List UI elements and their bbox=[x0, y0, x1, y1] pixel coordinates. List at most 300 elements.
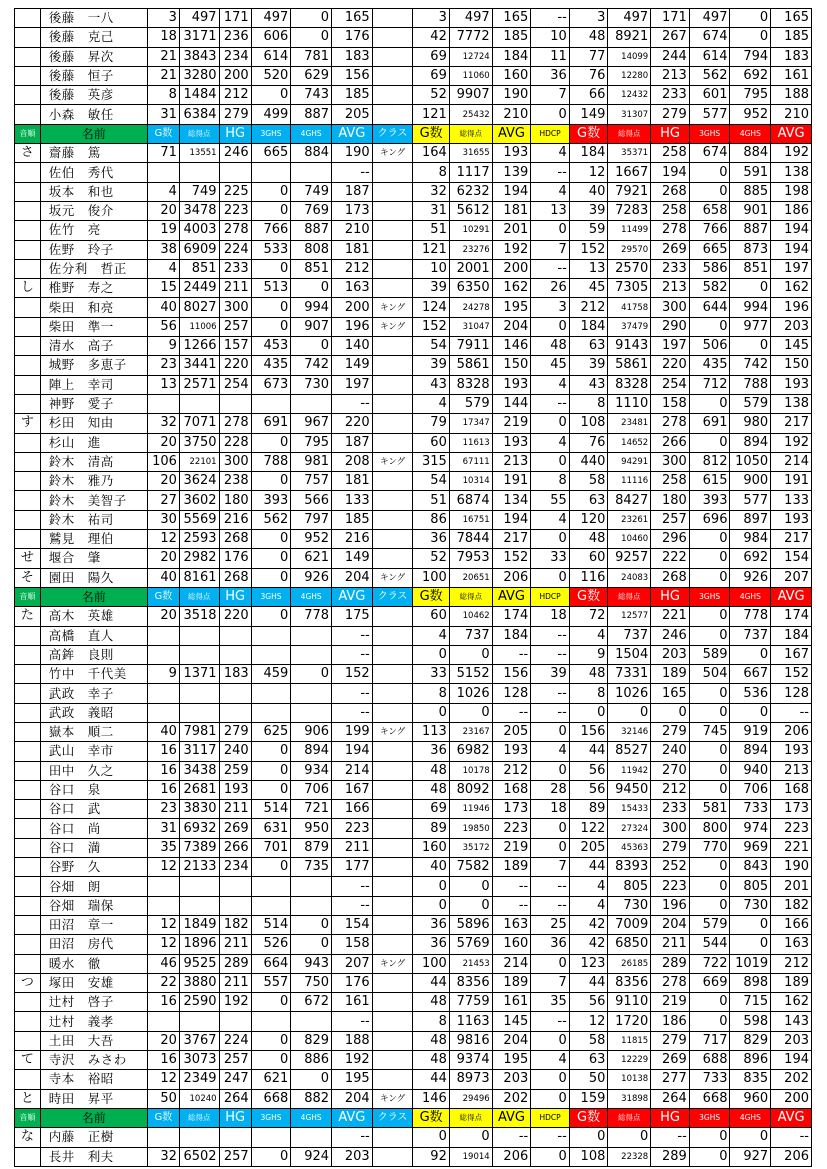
games-3-cell: 63 bbox=[569, 1051, 608, 1070]
total-points-3-cell: 805 bbox=[608, 877, 651, 896]
games-2-cell: 42 bbox=[413, 28, 449, 47]
player-name-cell: 内藤 正樹 bbox=[40, 1128, 147, 1147]
3g-high-series-cell: 0 bbox=[251, 568, 291, 587]
games-cell: 46 bbox=[147, 954, 179, 973]
handicap-cell: -- bbox=[531, 877, 570, 896]
kana-index-cell bbox=[15, 337, 41, 356]
handicap-cell: 0 bbox=[531, 221, 570, 240]
total-points-3-cell: 11942 bbox=[608, 761, 651, 780]
handicap-cell: 0 bbox=[531, 1070, 570, 1089]
kana-index-cell bbox=[15, 201, 41, 220]
games-cell: 12 bbox=[147, 858, 179, 877]
high-game-3-cell: 204 bbox=[651, 915, 690, 934]
header-points-1: 総得点 bbox=[179, 587, 219, 606]
average-2-cell: 210 bbox=[492, 105, 531, 124]
average-cell: 210 bbox=[332, 221, 373, 240]
games-3-cell: 9 bbox=[569, 645, 608, 664]
4g-high-series-cell bbox=[291, 684, 332, 703]
average-3-cell: 198 bbox=[771, 182, 812, 201]
handicap-cell: 26 bbox=[531, 279, 570, 298]
total-points-3-cell: 10460 bbox=[608, 530, 651, 549]
games-2-cell: 60 bbox=[413, 433, 449, 452]
total-points-2-cell: 24278 bbox=[449, 298, 492, 317]
games-3-cell: 42 bbox=[569, 935, 608, 954]
total-points-2-cell: 8973 bbox=[449, 1070, 492, 1089]
3g-high-series-cell bbox=[251, 1128, 291, 1147]
games-cell: 9 bbox=[147, 337, 179, 356]
header-games-2: G数 bbox=[413, 587, 449, 606]
4g-high-series-3-cell: 896 bbox=[730, 1051, 771, 1070]
class-cell bbox=[372, 1012, 413, 1031]
3g-high-series-cell: 701 bbox=[251, 838, 291, 857]
header-points-3: 総得点 bbox=[608, 1108, 651, 1127]
average-cell: 214 bbox=[332, 761, 373, 780]
class-cell bbox=[372, 993, 413, 1012]
high-game-3-cell: 180 bbox=[651, 491, 690, 510]
high-game-3-cell: 290 bbox=[651, 317, 690, 336]
high-game-cell: 269 bbox=[219, 819, 251, 838]
total-points-cell: 2449 bbox=[179, 279, 219, 298]
total-points-3-cell: 8328 bbox=[608, 375, 651, 394]
games-cell: 12 bbox=[147, 1070, 179, 1089]
header-kana: 音順 bbox=[15, 124, 41, 143]
4g-high-series-cell: 952 bbox=[291, 530, 332, 549]
average-2-cell: 190 bbox=[492, 86, 531, 105]
high-game-3-cell: 278 bbox=[651, 414, 690, 433]
handicap-cell: 8 bbox=[531, 472, 570, 491]
table-row bbox=[15, 645, 812, 664]
player-name-cell: 武政 義昭 bbox=[40, 703, 147, 722]
average-3-cell: 150 bbox=[771, 356, 812, 375]
3g-high-series-cell: 0 bbox=[251, 549, 291, 568]
high-game-3-cell: 196 bbox=[651, 896, 690, 915]
4g-high-series-cell bbox=[291, 645, 332, 664]
average-cell: 183 bbox=[332, 47, 373, 66]
header-4ghs-3: 4GHS bbox=[730, 587, 771, 606]
total-points-2-cell: 20651 bbox=[449, 568, 492, 587]
games-cell: 19 bbox=[147, 221, 179, 240]
total-points-cell bbox=[179, 645, 219, 664]
table-row bbox=[15, 356, 812, 375]
3g-high-series-cell: 435 bbox=[251, 356, 291, 375]
games-3-cell: 48 bbox=[569, 530, 608, 549]
games-2-cell: 36 bbox=[413, 935, 449, 954]
average-3-cell: 207 bbox=[771, 568, 812, 587]
total-points-cell: 8027 bbox=[179, 298, 219, 317]
average-cell: 207 bbox=[332, 954, 373, 973]
3g-high-series-cell bbox=[251, 1012, 291, 1031]
total-points-cell: 1266 bbox=[179, 337, 219, 356]
games-2-cell: 152 bbox=[413, 317, 449, 336]
high-game-cell: 259 bbox=[219, 761, 251, 780]
total-points-2-cell: 23276 bbox=[449, 240, 492, 259]
class-cell bbox=[372, 105, 413, 124]
total-points-2-cell: 23167 bbox=[449, 722, 492, 741]
average-2-cell: 219 bbox=[492, 838, 531, 857]
games-cell bbox=[147, 645, 179, 664]
total-points-3-cell: 8921 bbox=[608, 28, 651, 47]
total-points-cell: 3624 bbox=[179, 472, 219, 491]
games-cell: 32 bbox=[147, 414, 179, 433]
handicap-cell: 48 bbox=[531, 337, 570, 356]
header-3ghs-3: 3GHS bbox=[689, 1108, 730, 1127]
class-cell bbox=[372, 761, 413, 780]
games-3-cell: 44 bbox=[569, 858, 608, 877]
average-cell: -- bbox=[332, 645, 373, 664]
4g-high-series-3-cell: 0 bbox=[730, 28, 771, 47]
3g-high-series-3-cell: 582 bbox=[689, 279, 730, 298]
total-points-2-cell: 7772 bbox=[449, 28, 492, 47]
average-cell: 197 bbox=[332, 375, 373, 394]
average-3-cell: 163 bbox=[771, 935, 812, 954]
3g-high-series-3-cell: 0 bbox=[689, 394, 730, 413]
4g-high-series-cell: 769 bbox=[291, 201, 332, 220]
4g-high-series-cell: 808 bbox=[291, 240, 332, 259]
total-points-cell bbox=[179, 163, 219, 182]
total-points-cell: 22101 bbox=[179, 452, 219, 471]
3g-high-series-cell: 514 bbox=[251, 915, 291, 934]
games-2-cell: 121 bbox=[413, 240, 449, 259]
games-cell: 4 bbox=[147, 259, 179, 278]
class-cell: キング bbox=[372, 317, 413, 336]
3g-high-series-cell: 0 bbox=[251, 433, 291, 452]
high-game-cell: 211 bbox=[219, 935, 251, 954]
3g-high-series-3-cell: 722 bbox=[689, 954, 730, 973]
4g-high-series-cell: 730 bbox=[291, 375, 332, 394]
games-cell: 12 bbox=[147, 935, 179, 954]
handicap-cell: -- bbox=[531, 1012, 570, 1031]
games-2-cell: 48 bbox=[413, 761, 449, 780]
header-3ghs-3: 3GHS bbox=[689, 587, 730, 606]
header-4ghs-1: 4GHS bbox=[291, 1108, 332, 1127]
kana-index-cell: と bbox=[15, 1089, 41, 1108]
4g-high-series-3-cell: 894 bbox=[730, 742, 771, 761]
table-row bbox=[15, 896, 812, 915]
average-3-cell: 217 bbox=[771, 530, 812, 549]
games-3-cell: 60 bbox=[569, 549, 608, 568]
games-2-cell: 48 bbox=[413, 780, 449, 799]
header-hg-3: HG bbox=[651, 124, 690, 143]
handicap-cell: -- bbox=[531, 896, 570, 915]
games-cell: 16 bbox=[147, 1051, 179, 1070]
kana-index-cell bbox=[15, 935, 41, 954]
header-games-1: G数 bbox=[147, 124, 179, 143]
class-cell bbox=[372, 394, 413, 413]
kana-index-cell bbox=[15, 9, 41, 28]
table-row bbox=[15, 973, 812, 992]
player-name-cell: 齋藤 篤 bbox=[40, 144, 147, 163]
high-game-3-cell: 222 bbox=[651, 549, 690, 568]
4g-high-series-3-cell: 536 bbox=[730, 684, 771, 703]
4g-high-series-cell: 797 bbox=[291, 510, 332, 529]
high-game-cell bbox=[219, 394, 251, 413]
average-2-cell: 195 bbox=[492, 298, 531, 317]
header-hg-1: HG bbox=[219, 124, 251, 143]
average-3-cell: 162 bbox=[771, 993, 812, 1012]
total-points-3-cell: 45363 bbox=[608, 838, 651, 857]
kana-index-cell bbox=[15, 954, 41, 973]
average-3-cell: 210 bbox=[771, 105, 812, 124]
average-2-cell: 145 bbox=[492, 1012, 531, 1031]
total-points-cell: 5569 bbox=[179, 510, 219, 529]
handicap-cell: 0 bbox=[531, 761, 570, 780]
total-points-2-cell: 9907 bbox=[449, 86, 492, 105]
total-points-2-cell: 5769 bbox=[449, 935, 492, 954]
3g-high-series-cell: 0 bbox=[251, 182, 291, 201]
average-3-cell: 128 bbox=[771, 684, 812, 703]
games-2-cell: 48 bbox=[413, 993, 449, 1012]
table-row bbox=[15, 394, 812, 413]
handicap-cell: 4 bbox=[531, 433, 570, 452]
class-cell: キング bbox=[372, 298, 413, 317]
handicap-cell: 7 bbox=[531, 240, 570, 259]
3g-high-series-cell: 459 bbox=[251, 665, 291, 684]
total-points-cell: 3117 bbox=[179, 742, 219, 761]
4g-high-series-cell: 566 bbox=[291, 491, 332, 510]
average-3-cell: 184 bbox=[771, 626, 812, 645]
high-game-3-cell: 223 bbox=[651, 877, 690, 896]
games-cell: 15 bbox=[147, 279, 179, 298]
average-2-cell: -- bbox=[492, 877, 531, 896]
total-points-2-cell: 1117 bbox=[449, 163, 492, 182]
table-row bbox=[15, 858, 812, 877]
total-points-2-cell: 6982 bbox=[449, 742, 492, 761]
average-3-cell: 162 bbox=[771, 279, 812, 298]
3g-high-series-3-cell: 766 bbox=[689, 221, 730, 240]
high-game-cell: 220 bbox=[219, 356, 251, 375]
3g-high-series-cell: 621 bbox=[251, 1070, 291, 1089]
handicap-cell: -- bbox=[531, 9, 570, 28]
4g-high-series-cell: 887 bbox=[291, 105, 332, 124]
games-2-cell: 40 bbox=[413, 858, 449, 877]
3g-high-series-3-cell: 644 bbox=[689, 298, 730, 317]
total-points-3-cell: 15433 bbox=[608, 800, 651, 819]
high-game-cell: 279 bbox=[219, 722, 251, 741]
3g-high-series-3-cell: 696 bbox=[689, 510, 730, 529]
average-2-cell: 217 bbox=[492, 530, 531, 549]
header-points-2: 総得点 bbox=[449, 1108, 492, 1127]
4g-high-series-3-cell: 974 bbox=[730, 819, 771, 838]
header-hdcp: HDCP bbox=[531, 124, 570, 143]
total-points-3-cell: 32146 bbox=[608, 722, 651, 741]
total-points-2-cell: 497 bbox=[449, 9, 492, 28]
3g-high-series-3-cell: 800 bbox=[689, 819, 730, 838]
average-cell: -- bbox=[332, 896, 373, 915]
4g-high-series-cell: 778 bbox=[291, 607, 332, 626]
4g-high-series-cell: 0 bbox=[291, 28, 332, 47]
total-points-2-cell: 7953 bbox=[449, 549, 492, 568]
total-points-cell: 1849 bbox=[179, 915, 219, 934]
average-cell: 185 bbox=[332, 510, 373, 529]
player-name-cell: 鷲見 理伯 bbox=[40, 530, 147, 549]
average-3-cell: 174 bbox=[771, 607, 812, 626]
average-3-cell: 189 bbox=[771, 973, 812, 992]
total-points-3-cell: 1667 bbox=[608, 163, 651, 182]
player-name-cell: 寺沢 みさわ bbox=[40, 1051, 147, 1070]
table-row bbox=[15, 433, 812, 452]
games-3-cell: 108 bbox=[569, 414, 608, 433]
games-cell: 23 bbox=[147, 800, 179, 819]
total-points-3-cell: 10138 bbox=[608, 1070, 651, 1089]
games-2-cell: 48 bbox=[413, 1031, 449, 1050]
total-points-3-cell: 9450 bbox=[608, 780, 651, 799]
average-cell: 177 bbox=[332, 858, 373, 877]
games-cell: 30 bbox=[147, 510, 179, 529]
games-2-cell: 69 bbox=[413, 47, 449, 66]
bowling-stats-sheet bbox=[14, 8, 812, 1167]
games-cell: 71 bbox=[147, 144, 179, 163]
4g-high-series-3-cell: 843 bbox=[730, 858, 771, 877]
average-cell: 199 bbox=[332, 722, 373, 741]
class-cell: キング bbox=[372, 954, 413, 973]
4g-high-series-3-cell: 0 bbox=[730, 703, 771, 722]
average-3-cell: 183 bbox=[771, 47, 812, 66]
average-2-cell: 162 bbox=[492, 279, 531, 298]
games-2-cell: 52 bbox=[413, 549, 449, 568]
games-cell bbox=[147, 626, 179, 645]
average-2-cell: 161 bbox=[492, 993, 531, 1012]
high-game-3-cell: 213 bbox=[651, 66, 690, 85]
average-cell: 140 bbox=[332, 337, 373, 356]
kana-index-cell bbox=[15, 780, 41, 799]
games-2-cell: 89 bbox=[413, 819, 449, 838]
class-cell: キング bbox=[372, 568, 413, 587]
kana-index-cell bbox=[15, 761, 41, 780]
games-3-cell: 89 bbox=[569, 800, 608, 819]
high-game-3-cell: 269 bbox=[651, 1051, 690, 1070]
4g-high-series-cell: 743 bbox=[291, 86, 332, 105]
handicap-cell: 7 bbox=[531, 858, 570, 877]
player-name-cell: 田中 久之 bbox=[40, 761, 147, 780]
class-cell bbox=[372, 684, 413, 703]
kana-index-cell: す bbox=[15, 414, 41, 433]
handicap-cell: 0 bbox=[531, 1031, 570, 1050]
kana-index-cell bbox=[15, 394, 41, 413]
games-cell: 18 bbox=[147, 28, 179, 47]
games-2-cell: 44 bbox=[413, 973, 449, 992]
high-game-cell: 279 bbox=[219, 105, 251, 124]
average-2-cell: -- bbox=[492, 1128, 531, 1147]
average-cell: 166 bbox=[332, 800, 373, 819]
average-3-cell: 166 bbox=[771, 915, 812, 934]
average-2-cell: 174 bbox=[492, 607, 531, 626]
average-3-cell: 206 bbox=[771, 722, 812, 741]
average-cell: 196 bbox=[332, 317, 373, 336]
4g-high-series-cell: 629 bbox=[291, 66, 332, 85]
handicap-cell: 0 bbox=[531, 317, 570, 336]
table-row bbox=[15, 626, 812, 645]
3g-high-series-cell: 0 bbox=[251, 742, 291, 761]
average-2-cell: 194 bbox=[492, 510, 531, 529]
3g-high-series-3-cell: 544 bbox=[689, 935, 730, 954]
total-points-2-cell: 579 bbox=[449, 394, 492, 413]
kana-index-cell bbox=[15, 182, 41, 201]
3g-high-series-3-cell: 0 bbox=[689, 742, 730, 761]
total-points-3-cell: 14652 bbox=[608, 433, 651, 452]
handicap-cell: 36 bbox=[531, 935, 570, 954]
class-cell bbox=[372, 1147, 413, 1166]
kana-index-cell bbox=[15, 722, 41, 741]
average-2-cell: 156 bbox=[492, 665, 531, 684]
total-points-cell: 3438 bbox=[179, 761, 219, 780]
total-points-cell: 7389 bbox=[179, 838, 219, 857]
high-game-cell bbox=[219, 626, 251, 645]
total-points-2-cell: 9816 bbox=[449, 1031, 492, 1050]
table-row bbox=[15, 877, 812, 896]
high-game-3-cell: 279 bbox=[651, 105, 690, 124]
total-points-2-cell: 2001 bbox=[449, 259, 492, 278]
3g-high-series-cell: 664 bbox=[251, 954, 291, 973]
kana-index-cell bbox=[15, 66, 41, 85]
3g-high-series-cell: 0 bbox=[251, 1031, 291, 1050]
kana-index-cell bbox=[15, 259, 41, 278]
average-3-cell: 185 bbox=[771, 28, 812, 47]
4g-high-series-3-cell: 795 bbox=[730, 86, 771, 105]
4g-high-series-3-cell: 952 bbox=[730, 105, 771, 124]
total-points-3-cell: 7331 bbox=[608, 665, 651, 684]
3g-high-series-3-cell: 691 bbox=[689, 414, 730, 433]
4g-high-series-3-cell: 960 bbox=[730, 1089, 771, 1108]
average-2-cell: 212 bbox=[492, 761, 531, 780]
player-name-cell: 堰合 肇 bbox=[40, 549, 147, 568]
average-2-cell: 168 bbox=[492, 780, 531, 799]
header-avg-2: AVG bbox=[492, 1108, 531, 1127]
average-2-cell: 194 bbox=[492, 182, 531, 201]
total-points-3-cell: 1026 bbox=[608, 684, 651, 703]
3g-high-series-3-cell: 674 bbox=[689, 28, 730, 47]
table-row bbox=[15, 1012, 812, 1031]
total-points-2-cell: 6874 bbox=[449, 491, 492, 510]
handicap-cell: 0 bbox=[531, 954, 570, 973]
kana-index-cell bbox=[15, 1012, 41, 1031]
total-points-3-cell: 730 bbox=[608, 896, 651, 915]
games-2-cell: 8 bbox=[413, 1012, 449, 1031]
total-points-cell: 3280 bbox=[179, 66, 219, 85]
games-cell: 20 bbox=[147, 433, 179, 452]
games-3-cell: 56 bbox=[569, 780, 608, 799]
4g-high-series-cell: 735 bbox=[291, 858, 332, 877]
class-cell bbox=[372, 819, 413, 838]
total-points-3-cell: 2570 bbox=[608, 259, 651, 278]
class-cell: キング bbox=[372, 1089, 413, 1108]
high-game-3-cell: 258 bbox=[651, 144, 690, 163]
handicap-cell: 4 bbox=[531, 182, 570, 201]
4g-high-series-3-cell: 692 bbox=[730, 549, 771, 568]
header-name: 名前 bbox=[40, 587, 147, 606]
4g-high-series-cell: 926 bbox=[291, 568, 332, 587]
4g-high-series-3-cell: 926 bbox=[730, 568, 771, 587]
kana-index-cell bbox=[15, 684, 41, 703]
handicap-cell: 0 bbox=[531, 414, 570, 433]
games-cell: 21 bbox=[147, 47, 179, 66]
high-game-3-cell: 289 bbox=[651, 954, 690, 973]
total-points-cell: 2349 bbox=[179, 1070, 219, 1089]
3g-high-series-3-cell: 668 bbox=[689, 1089, 730, 1108]
high-game-3-cell: 258 bbox=[651, 472, 690, 491]
total-points-3-cell: 737 bbox=[608, 626, 651, 645]
total-points-2-cell: 8328 bbox=[449, 375, 492, 394]
header-4ghs-3: 4GHS bbox=[730, 124, 771, 143]
games-2-cell: 69 bbox=[413, 66, 449, 85]
high-game-cell: 228 bbox=[219, 433, 251, 452]
player-name-cell: 高橋 直人 bbox=[40, 626, 147, 645]
games-2-cell: 31 bbox=[413, 201, 449, 220]
games-3-cell: 42 bbox=[569, 915, 608, 934]
high-game-cell: 268 bbox=[219, 568, 251, 587]
total-points-2-cell: 7911 bbox=[449, 337, 492, 356]
total-points-cell: 4003 bbox=[179, 221, 219, 240]
total-points-3-cell: 1720 bbox=[608, 1012, 651, 1031]
